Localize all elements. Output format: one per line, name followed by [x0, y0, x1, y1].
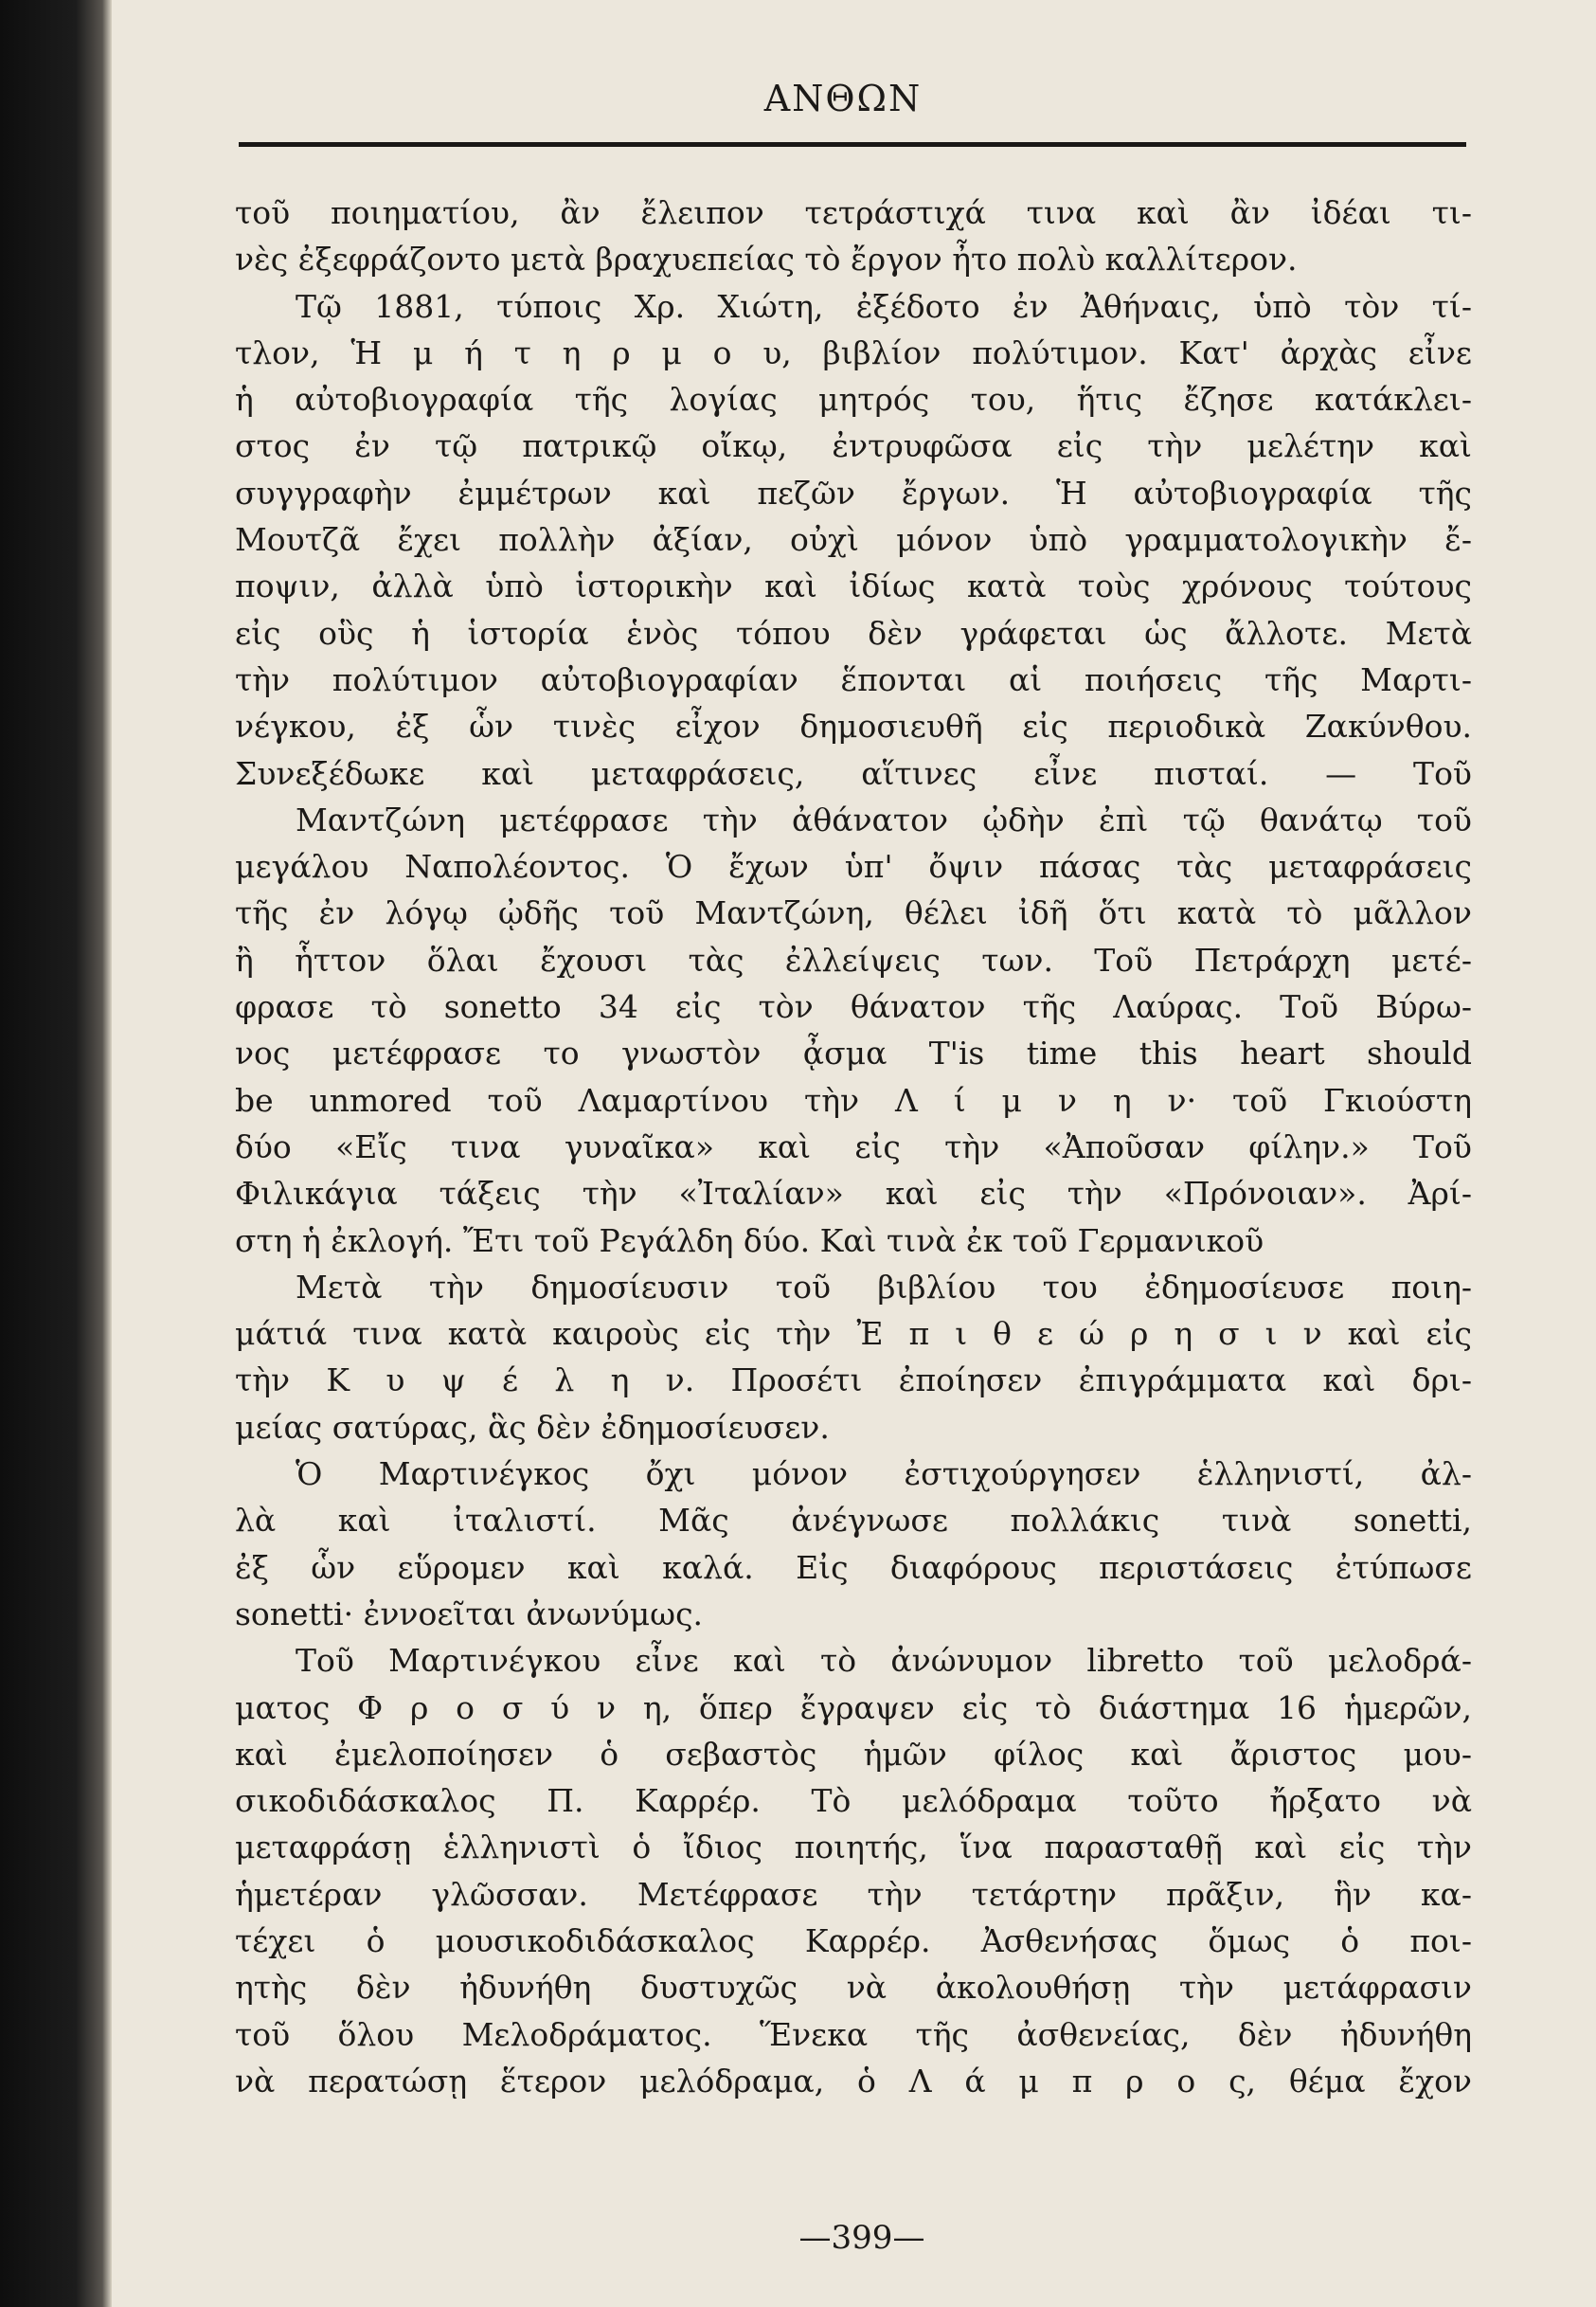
text-line: ητὴς δὲν ἠδυνήθη δυστυχῶς νὰ ἀκολουθήσῃ τὴν μετάφρασιν — [235, 1969, 1472, 2007]
text-line: εἰς οὓς ἡ ἱστορία ἑνὸς τόπου δὲν γράφεται ὡς ἄλλοτε. Μετὰ — [235, 614, 1472, 652]
binding-gutter — [0, 0, 112, 2307]
text-line: τὴν πολύτιμον αὐτοβιογραφίαν ἕπονται αἱ ποιήσεις τῆς Μαρτι- — [235, 660, 1472, 698]
text-line: μάτιά τινα κατὰ καιροὺς εἰς τὴν Ἐ π ι θ ε ώ ρ η σ ι ν καὶ εἰς — [235, 1315, 1472, 1353]
text-line: στη ἡ ἐκλογή. Ἔτι τοῦ Ρεγάλδη δύο. Καὶ τινὰ ἐκ τοῦ Γερμανικοῦ — [235, 1221, 1264, 1259]
header-rule — [239, 142, 1466, 147]
text-line: νέγκου, ἐξ ὧν τινὲς εἶχον δημοσιευθῆ εἰς περιοδικὰ Ζακύνθου. — [235, 708, 1472, 746]
text-line: μείας σατύρας, ἃς δὲν ἐδημοσίευσεν. — [235, 1408, 830, 1446]
text-line: sonetti· ἐννοεῖται ἀνωνύμως. — [235, 1595, 704, 1632]
text-line: νὲς ἐξεφράζοντο μετὰ βραχυεπείας τὸ ἔργον ἦτο πολὺ καλλίτερον. — [235, 241, 1298, 279]
text-line: Μουτζᾶ ἔχει πολλὴν ἀξίαν, οὐχὶ μόνον ὑπὸ γραμματολογικὴν ἔ- — [235, 521, 1472, 559]
text-line: Μετὰ τὴν δημοσίευσιν τοῦ βιβλίου του ἐδημοσίευσε ποιη- — [296, 1268, 1472, 1306]
text-line: νὰ περατώσῃ ἕτερον μελόδραμα, ὁ Λ ά μ π ρ ο ς, θέμα ἔχον — [235, 2062, 1472, 2100]
body-text — [235, 189, 1472, 2104]
text-line: ἢ ἧττον ὅλαι ἔχουσι τὰς ἐλλείψεις των. Τοῦ Πετράρχη μετέ- — [235, 941, 1472, 979]
text-line: φρασε τὸ sonetto 34 εἰς τὸν θάνατον τῆς Λαύρας. Τοῦ Βύρω- — [235, 988, 1472, 1026]
text-line: στος ἐν τῷ πατρικῷ οἴκῳ, ἐντρυφῶσα εἰς τὴν μελέτην καὶ — [235, 427, 1472, 465]
text-line: μεταφράσῃ ἑλληνιστὶ ὁ ἴδιος ποιητής, ἵνα παρασταθῇ καὶ εἰς τὴν — [235, 1829, 1472, 1866]
text-line: νος μετέφρασε το γνωστὸν ᾆσμα T'is time this heart should — [235, 1035, 1472, 1072]
text-line: τῆς ἐν λόγῳ ᾠδῆς τοῦ Μαντζώνη, θέλει ἰδῆ ὅτι κατὰ τὸ μᾶλλον — [235, 894, 1472, 932]
text-line: Φιλικάγια τάξεις τὴν «Ἰταλίαν» καὶ εἰς τὴν «Πρόνοιαν». Ἀρί- — [235, 1175, 1472, 1213]
text-line: Ὁ Μαρτινέγκος ὄχι μόνον ἐστιχούργησεν ἑλληνιστί, ἀλ- — [296, 1455, 1472, 1493]
page-number: —399— — [798, 2219, 925, 2257]
text-line: Τοῦ Μαρτινέγκου εἶνε καὶ τὸ ἀνώνυμον libretto τοῦ μελοδρά- — [296, 1642, 1472, 1680]
text-line: σικοδιδάσκαλος Π. Καρρέρ. Τὸ μελόδραμα τοῦτο ἤρξατο νὰ — [235, 1782, 1472, 1820]
text-line: τοῦ ποιηματίου, ἂν ἔλειπον τετράστιχά τινα καὶ ἂν ἰδέαι τι- — [235, 194, 1472, 231]
text-line: ποψιν, ἀλλὰ ὑπὸ ἱστορικὴν καὶ ἰδίως κατὰ τοὺς χρόνους τούτους — [235, 568, 1472, 605]
text-line: συγγραφὴν ἐμμέτρων καὶ πεζῶν ἔργων. Ἡ αὐτοβιογραφία τῆς — [235, 474, 1472, 512]
text-line: τλον, Ἡ μ ή τ η ρ μ ο υ, βιβλίον πολύτιμον. Κατ' ἀρχὰς εἶνε — [235, 333, 1472, 371]
text-line: Συνεξέδωκε καὶ μεταφράσεις, αἵτινες εἶνε πισταί. — Τοῦ — [235, 754, 1472, 792]
text-line: δύο «Εἴς τινα γυναῖκα» καὶ εἰς τὴν «Ἀποῦσαν φίλην.» Τοῦ — [235, 1127, 1472, 1165]
text-line: ἐξ ὧν εὕρομεν καὶ καλά. Εἰς διαφόρους περιστάσεις ἐτύπωσε — [235, 1548, 1472, 1586]
text-line: λὰ καὶ ἰταλιστί. Μᾶς ἀνέγνωσε πολλάκις τινὰ sonetti, — [235, 1502, 1472, 1540]
text-line: ματος Φ ρ ο σ ύ ν η, ὅπερ ἔγραψεν εἰς τὸ διάστημα 16 ἡμερῶν, — [235, 1688, 1472, 1726]
text-line: be unmored τοῦ Λαμαρτίνου τὴν Λ ί μ ν η ν· τοῦ Γκιούστη — [235, 1081, 1472, 1119]
running-header: ΑΝΘΩΝ — [763, 78, 923, 119]
text-line: Μαντζώνη μετέφρασε τὴν ἀθάνατον ᾠδὴν ἐπὶ τῷ θανάτῳ τοῦ — [296, 801, 1472, 838]
text-line: Τῷ 1881, τύποις Χρ. Χιώτη, ἐξέδοτο ἐν Ἀθήναις, ὑπὸ τὸν τί- — [296, 287, 1472, 325]
text-line: τὴν Κ υ ψ έ λ η ν. Προσέτι ἐποίησεν ἐπιγράμματα καὶ δρι- — [235, 1361, 1472, 1399]
text-line: τέχει ὁ μουσικοδιδάσκαλος Καρρέρ. Ἀσθενήσας ὅμως ὁ ποι- — [235, 1921, 1472, 1959]
text-line: τοῦ ὅλου Μελοδράματος. Ἕνεκα τῆς ἀσθενείας, δὲν ἠδυνήθη — [235, 2015, 1472, 2053]
text-line: ἡ αὐτοβιογραφία τῆς λογίας μητρός του, ἥτις ἔζησε κατάκλει- — [235, 381, 1472, 419]
text-line: μεγάλου Ναπολέοντος. Ὁ ἔχων ὑπ' ὄψιν πάσας τὰς μεταφράσεις — [235, 848, 1472, 886]
text-line: ἡμετέραν γλῶσσαν. Μετέφρασε τὴν τετάρτην πρᾶξιν, ἣν κα- — [235, 1875, 1472, 1913]
text-line: καὶ ἐμελοποίησεν ὁ σεβαστὸς ἡμῶν φίλος καὶ ἄριστος μου- — [235, 1735, 1472, 1773]
